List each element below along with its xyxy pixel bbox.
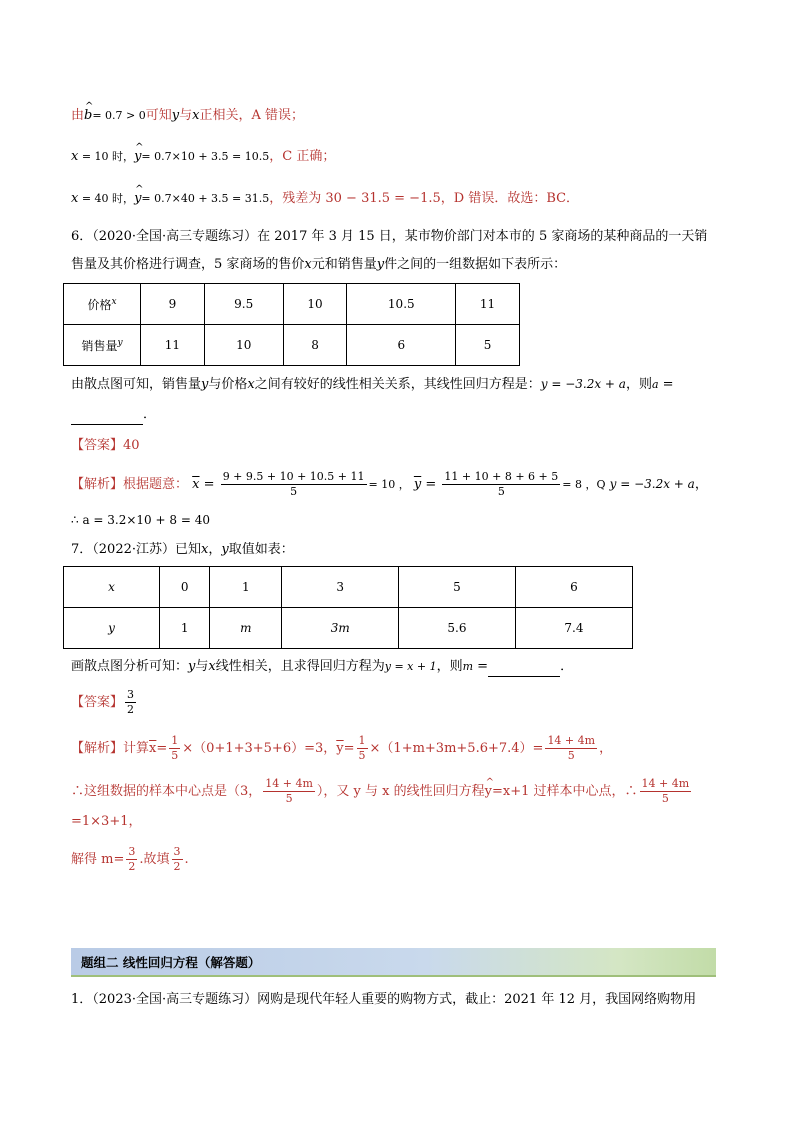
table-row	[64, 608, 633, 649]
numerator: 14 + 4m	[547, 734, 596, 747]
text: 由散点图可知，销售量	[71, 377, 202, 392]
text: 画散点图分析可知：	[71, 659, 189, 674]
text: ，C 正确；	[269, 149, 336, 164]
fraction	[263, 777, 315, 806]
text: =	[658, 377, 674, 392]
denominator: 2	[127, 703, 135, 716]
math-expr: = 0.7×40 + 3.5 = 31.5	[141, 192, 270, 205]
b-hat-symbol: ^ b	[84, 106, 92, 126]
q6-answer	[71, 436, 140, 456]
q6-line2	[71, 255, 566, 275]
numerator: 3	[128, 845, 136, 858]
table-cell: 11	[456, 284, 520, 325]
y-bar: $\overline{y}$	[336, 741, 344, 756]
var-x: x	[304, 257, 312, 272]
q6-final: ∴ a = 3.2×10 + 8 = 40	[71, 513, 210, 527]
solution-line-a	[71, 106, 304, 126]
fraction	[545, 734, 597, 763]
q7-table	[63, 566, 633, 649]
table-cell: 10	[283, 284, 347, 325]
q7-analysis-2	[71, 777, 693, 806]
var-x: x	[111, 296, 117, 307]
table-cell: 8	[283, 325, 347, 366]
table-cell	[64, 325, 141, 366]
var-y: y	[221, 542, 229, 557]
text: ，	[599, 741, 613, 756]
numerator: 1	[358, 734, 366, 747]
text: ∴这组数据的样本中心点是（3，	[71, 784, 262, 799]
var-x: x	[208, 659, 216, 674]
fraction	[357, 734, 368, 763]
table-row	[64, 284, 520, 325]
var-x: x	[201, 542, 209, 557]
text: =	[156, 741, 168, 756]
regression-eq: y = x + 1	[384, 660, 437, 673]
table-cell: 1	[160, 608, 210, 649]
q7-answer	[71, 688, 138, 717]
table-cell: 0	[160, 567, 210, 608]
table-cell: 5	[456, 325, 520, 366]
text: 元和销售量	[311, 257, 377, 272]
table-cell: m	[210, 608, 282, 649]
regression-eq: y = −3.2x + a	[540, 377, 626, 391]
text: 之间有较好的线性相关关系，其线性回归方程是：	[254, 377, 541, 392]
text: ，	[208, 542, 222, 557]
math-expr: = 10 ，	[368, 478, 410, 491]
var-y: y	[171, 108, 180, 123]
q6-table	[63, 283, 520, 366]
formula: $\overline{x}$ = $\frac{9 + 9.5 + 10 + 10.5 + 11}{5}$ = 10 ， $\overline{y}$ = $\frac{11 + 10 + 8 + 6 + 5}{5}$ = 8 ，Q y = −3.2x + a，	[192, 470, 708, 498]
q6-analysis	[71, 470, 708, 499]
q7-line1	[71, 540, 294, 560]
numerator: 11 + 10 + 8 + 6 + 5	[444, 470, 559, 483]
answer-label: 【答案】	[71, 438, 124, 453]
numerator: 1	[171, 734, 179, 747]
text: =	[473, 659, 489, 674]
q6-line3	[71, 374, 674, 395]
regression-eq: y = −3.2x + a	[609, 477, 695, 491]
text: ，D 错误．故选：BC．	[440, 191, 580, 206]
table-cell: 7.4	[515, 608, 632, 649]
text: 解得 m=	[71, 852, 125, 867]
q7-analysis-3: =1×3+1，	[71, 814, 142, 829]
table-cell: 10.5	[347, 284, 456, 325]
math-expr: = 8 ，Q	[562, 478, 606, 491]
math-expr: = 0.7×10 + 3.5 = 10.5	[141, 150, 270, 163]
var-y: y	[188, 659, 196, 674]
y-bar: $\overline{y}$	[413, 477, 422, 492]
text: ，则	[436, 659, 463, 674]
analysis-label: 【解析】	[71, 741, 124, 756]
table-cell: x	[64, 567, 160, 608]
text: ，	[694, 477, 708, 492]
text: ，则	[625, 377, 652, 392]
var-y: y	[117, 337, 123, 348]
table-cell: 5.6	[398, 608, 515, 649]
denominator: 5	[358, 749, 366, 762]
denominator: 5	[497, 485, 505, 498]
text: 售量及其价格进行调查，5 家商场的售价	[71, 257, 305, 272]
numerator: 3	[173, 845, 181, 858]
table-cell: y	[64, 608, 160, 649]
section-header	[71, 948, 716, 977]
table-cell: 3m	[282, 608, 399, 649]
y-hat-symbol: ^ y	[485, 782, 492, 802]
table-cell: 10	[204, 325, 283, 366]
text: ×（1+m+3m+5.6+7.4）=	[369, 741, 544, 756]
var-y: y	[201, 377, 209, 392]
y-hat-symbol: ^ y	[134, 189, 141, 209]
x-bar: $\overline{x}$	[192, 477, 200, 492]
var-x: x	[71, 149, 79, 164]
table-cell: 9.5	[204, 284, 283, 325]
text: .故填	[139, 852, 170, 867]
fraction	[125, 688, 136, 717]
var-y: y	[376, 257, 385, 272]
x-bar: $\overline{x}$	[149, 741, 157, 756]
numerator: 9 + 9.5 + 10 + 10.5 + 11	[222, 470, 365, 483]
table-cell: 11	[141, 325, 205, 366]
text: 计算	[123, 741, 150, 756]
q7-analysis-1	[71, 734, 612, 763]
fraction	[442, 470, 560, 499]
y-hat-symbol: ^ y	[134, 147, 141, 167]
table-cell: 9	[141, 284, 205, 325]
fraction	[169, 734, 180, 763]
var-a: a	[651, 378, 659, 391]
q7-line2	[71, 657, 573, 677]
numerator: 3	[127, 688, 135, 701]
text: 与价格	[208, 377, 248, 392]
denominator: 2	[173, 860, 181, 873]
denominator: 5	[285, 792, 293, 805]
text: ．	[560, 659, 574, 674]
numerator: 14 + 4m	[265, 777, 313, 790]
text: =x+1 过样本中心点，∴	[492, 784, 638, 799]
fraction	[126, 845, 137, 874]
math-expr: = 0.7 > 0	[92, 109, 146, 122]
text: 正相关，A 错误；	[199, 108, 305, 123]
text: 与	[179, 108, 193, 123]
math-expr: = 40 时，	[78, 192, 135, 205]
text: ，残差为 30 − 31.5 = −1.5	[269, 191, 441, 206]
var-x: x	[247, 377, 255, 392]
q7-analysis-4	[71, 845, 189, 874]
text: .	[184, 852, 189, 867]
row-label: 销售量	[81, 338, 118, 353]
var-x: x	[192, 108, 200, 123]
text: 与	[195, 659, 209, 674]
denominator: 2	[128, 860, 136, 873]
denominator: 5	[290, 485, 298, 498]
text: =	[343, 741, 355, 756]
table-row	[64, 325, 520, 366]
fraction	[640, 777, 692, 806]
text: 件之间的一组数据如下表所示：	[384, 257, 567, 272]
table-cell: 5	[398, 567, 515, 608]
text: ×（0+1+3+5+6）=3，	[182, 741, 337, 756]
solution-line-d	[71, 189, 579, 209]
text: 取值如表：	[228, 542, 294, 557]
denominator: 5	[661, 792, 669, 805]
q1-line1: 1．（2023·全国·高三专题练习）网购是现代年轻人重要的购物方式，截止：2021 年 12 月，我国网络购物用	[71, 992, 697, 1007]
table-row	[64, 567, 633, 608]
answer-blank	[488, 662, 560, 677]
table-cell: 1	[210, 567, 282, 608]
analysis-label: 【解析】	[71, 477, 124, 492]
table-cell: 3	[282, 567, 399, 608]
text: 7．（2022·江苏）已知	[71, 542, 201, 557]
math-expr: = 10 时，	[78, 150, 135, 163]
text: ．	[143, 407, 157, 422]
section-title: 题组二 线性回归方程（解答题）	[81, 955, 261, 970]
var-x: x	[71, 191, 79, 206]
fraction	[221, 470, 367, 499]
denominator: 5	[171, 749, 179, 762]
row-label: 价格	[87, 297, 112, 312]
fraction	[172, 845, 183, 874]
answer-blank	[71, 410, 143, 425]
text: 根据题意：	[123, 477, 189, 492]
text: 由	[71, 108, 85, 123]
solution-line-c	[71, 147, 335, 167]
denominator: 5	[567, 749, 575, 762]
q6-blank-line	[71, 405, 156, 425]
text: ），又 y 与 x 的线性回归方程	[316, 784, 485, 799]
numerator: 14 + 4m	[641, 777, 690, 790]
table-cell: 6	[515, 567, 632, 608]
answer-value: 40	[123, 438, 140, 453]
var-m: m	[462, 660, 474, 673]
table-cell: 6	[347, 325, 456, 366]
q6-line1: 6．（2020·全国·高三专题练习）在 2017 年 3 月 15 日，某市物价部门对本市的 5 家商场的某种商品的一天销	[71, 229, 708, 244]
table-cell	[64, 284, 141, 325]
text: 可知	[145, 108, 172, 123]
answer-label: 【答案】	[71, 695, 124, 710]
text: 线性相关，且求得回归方程为	[215, 659, 385, 674]
